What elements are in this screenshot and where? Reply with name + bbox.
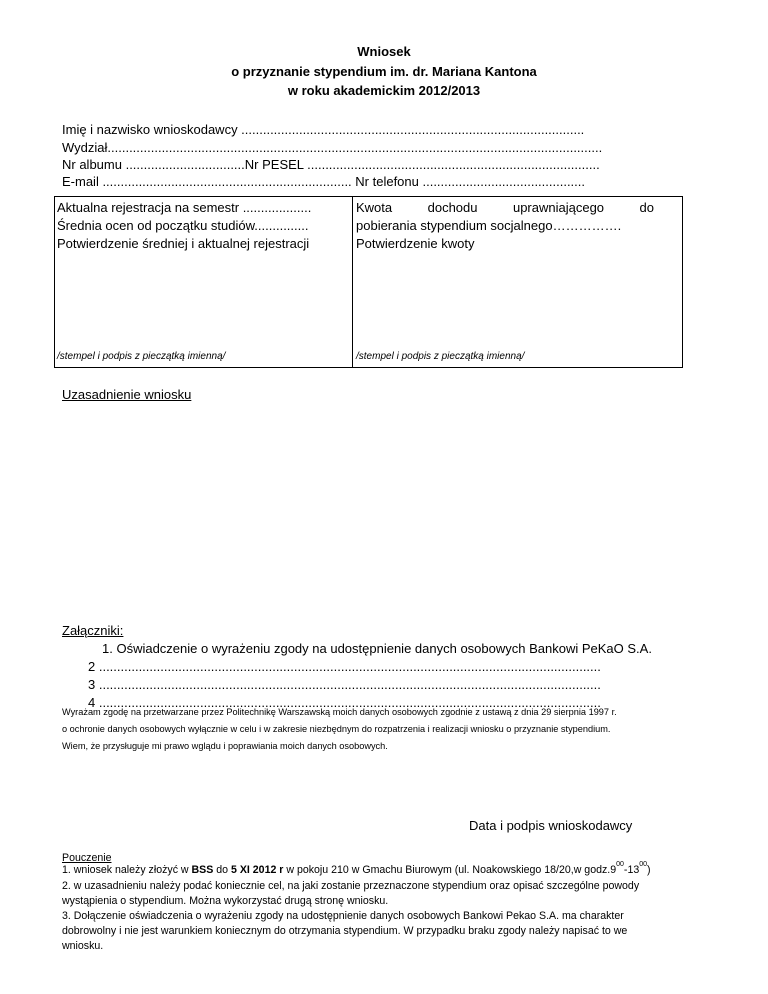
justification-heading (62, 387, 191, 402)
instruction-2-line-2: wystąpienia o stypendium. Można wykorzystać drugą stronę wniosku. (62, 895, 389, 907)
faculty-field: Wydział......................................................................................................................................... (62, 140, 603, 155)
income-confirmation-line: Potwierdzenie kwoty (356, 236, 475, 251)
income-word-4: do (639, 200, 654, 215)
instruction-3-line-1: 3. Dołączenie oświadczenia o wyrażeniu zgody na udostępnienie danych osobowych Bankowi Pekao S.A. ma charakter (62, 910, 624, 922)
instruction-1-deadline: 5 XI 2012 r (231, 864, 284, 876)
registration-confirmation-line: Potwierdzenie średniej i aktualnej rejestracji (57, 236, 310, 251)
right-box-content (356, 199, 680, 253)
attachment-item-4: 4 ........................................................................................................................................... (88, 695, 601, 710)
income-word-2: dochodu (427, 200, 478, 215)
instruction-2-line-1: 2. w uzasadnieniu należy podać koniecznie cel, na jaki zostanie przeznaczone stypendium oraz opisać szczególne powody (62, 880, 640, 892)
instruction-1-part-d: -13 (623, 864, 640, 876)
applicant-name-field: Imię i nazwisko wnioskodawcy ............................................................................................... (62, 122, 585, 137)
instructions-heading-text: Pouczenie (62, 852, 112, 864)
left-stamp-label: /stempel i podpis z pieczątką imienną/ (57, 351, 226, 362)
right-stamp-label: /stempel i podpis z pieczątką imienną/ (356, 351, 525, 362)
left-box-content (57, 199, 349, 253)
consent-line-1: Wyrażam zgodę na przetwarzane przez Politechnikę Warszawską moich danych osobowych zgodnie z ustawą z dnia 29 sierpnia 1997 r. (62, 707, 617, 717)
email-phone-field: E-mail ..................................................................... Nr telefonu ............................................. (62, 174, 586, 189)
instruction-1-part-e: ) (647, 864, 651, 876)
instruction-1-sup-1: 00 (616, 861, 624, 868)
consent-line-3: Wiem, że przysługuje mi prawo wglądu i poprawiania moich danych osobowych. (62, 741, 388, 751)
instruction-1-part-c: w pokoju 210 w Gmachu Biurowym (ul. Noakowskiego 18/20,w godz.9 (283, 864, 617, 876)
current-registration-line: Aktualna rejestracja na semestr ................... (57, 200, 312, 215)
attachment-item-1: 1. Oświadczenie o wyrażeniu zgody na udostępnienie danych osobowych Bankowi PeKaO S.A. (102, 641, 652, 656)
average-grade-line: Średnia ocen od początku studiów............... (57, 218, 309, 233)
signature-label: Data i podpis wnioskodawcy (469, 818, 633, 833)
income-word-1: Kwota (356, 200, 393, 215)
instruction-1 (62, 861, 651, 876)
instructions-heading (62, 852, 111, 864)
album-pesel-field: Nr albumu .................................Nr PESEL ................................................................................. (62, 157, 600, 172)
instruction-1-part-b: do (213, 864, 231, 876)
income-word-3: uprawniającego (512, 200, 605, 215)
confirmation-box (54, 196, 683, 368)
attachment-item-2: 2 ........................................................................................................................................... (88, 659, 601, 674)
form-subtitle: o przyznanie stypendium im. dr. Mariana Kantona (231, 64, 537, 79)
attachments-heading (62, 623, 123, 638)
instruction-3-line-2: dobrowolny i nie jest warunkiem koniecznym do otrzymania stypendium. W przypadku braku zgody należy napisać to we (62, 925, 628, 937)
box-divider (352, 197, 353, 367)
form-title: Wniosek (357, 44, 411, 59)
instruction-3-line-3: wniosku. (62, 940, 104, 952)
instruction-1-sup-2: 00 (639, 861, 648, 868)
social-scholarship-line: pobierania stypendium socjalnego……………. (356, 218, 622, 233)
instruction-1-part-a: 1. wniosek należy złożyć w (62, 864, 192, 876)
attachment-item-3: 3 ........................................................................................................................................... (88, 677, 601, 692)
justification-heading-text: Uzasadnienie wniosku (62, 387, 192, 402)
income-line (356, 199, 654, 217)
academic-year: w roku akademickim 2012/2013 (287, 83, 481, 98)
attachments-heading-text: Załączniki: (62, 623, 124, 638)
consent-line-2: o ochronie danych osobowych wyłącznie w celu i w zakresie niezbędnym do rozpatrzenia i realizacji wniosku o przyznanie stypendium. (62, 724, 611, 734)
instruction-1-bss: BSS (191, 864, 214, 876)
